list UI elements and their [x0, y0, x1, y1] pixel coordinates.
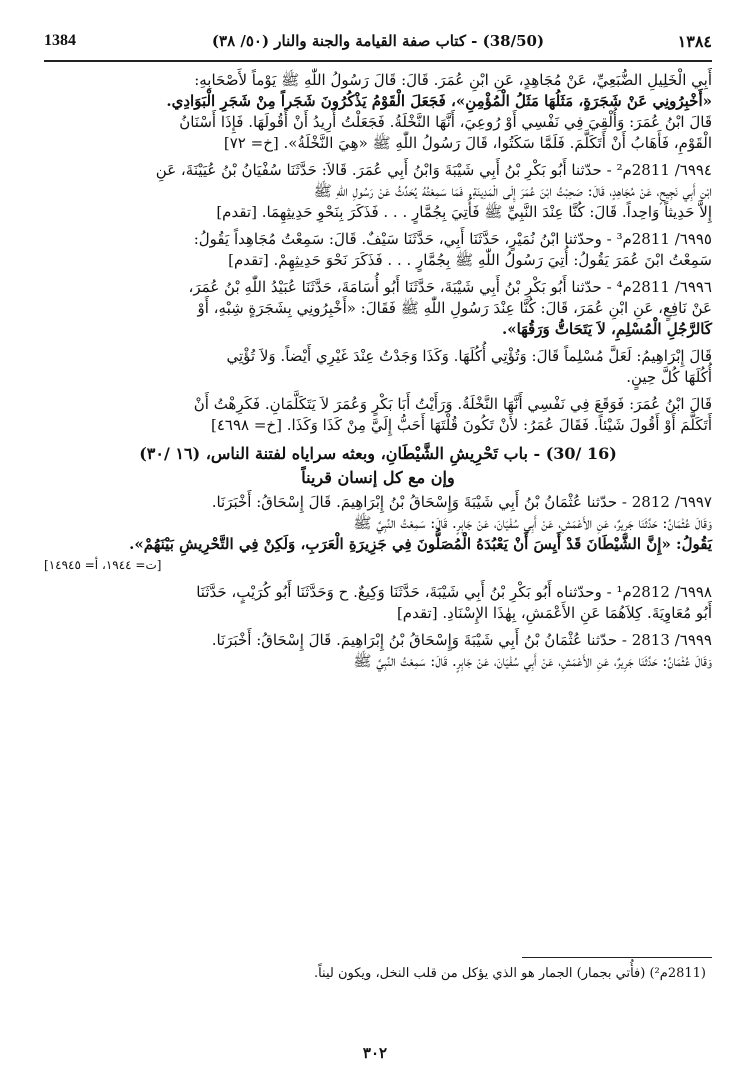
chapter-subheading: وإن مع كل إنسان قريناً [301, 468, 455, 487]
page-number-latin: 1384 [44, 32, 76, 49]
text-line: وَقَالَ عُثْمَانُ: حَدَّثَنَا جَرِيرٌ، عَنِ الأَعْمَشِ، عَنْ أَبِي سُفْيَانَ، عَنْ جَابِرٍ. قَالَ: سَمِعْتُ النَّبِيَّ ﷺ [353, 652, 712, 670]
footnote: (2811م²) (فأُتي بجمار) الجمار هو الذي يؤكل من قلب النخل، ويكون ليناً. [313, 966, 706, 981]
text-line: ابْنِ أَبِي نَجِيحٍ، عَنْ مُجَاهِدٍ، قَالَ: صَحِبْتُ ابْنَ عُمَرَ إِلَى الْمَدِينَةِ. فَمَا سَمِعْتُهُ يُحَدِّثُ عَنْ رَسُولِ اللّٰهِ ﷺ [313, 182, 712, 200]
text-line: قَالَ ابْنُ عُمَرَ: وَأُلْقِيَ فِي نَفْسِي أَوْ رُوعِيَ، أَنَّهَا النَّخْلَةُ. فَجَعَلْتُ أُرِيدُ أَنْ أَقُولَهَا. فَإِذَا أَسْنَانُ [179, 113, 712, 131]
page-number-arabic: ١٣٨٤ [677, 32, 712, 51]
text-line: أُكُلَهَا كُلَّ حِينٍ. [626, 368, 712, 386]
hadith-line: ٦٩٩٩/ 2813 - حدّثنا عُثْمَانُ بْنُ أَبِي شَيْبَةَ وَإِسْحَاقُ بْنُ إِبْرَاهِيمَ. قَالَ إِسْحَاقُ: أَخْبَرَنَا. [211, 631, 712, 649]
text-line: عَنْ نَافِعٍ، عَنِ ابْنِ عُمَرَ، قَالَ: كُنَّا عِنْدَ رَسُولِ اللّٰهِ ﷺ فَقَالَ: «أَخْبِرُونِي بِشَجَرَةٍ شِبْهِ، أَوْ [197, 299, 712, 317]
text-line: إِلاَّ حَدِيثاً وَاحِداً. قَالَ: كُنَّا عِنْدَ النَّبِيِّ ﷺ فَأُتِيَ بِجُمَّارٍ . . . فَذَكَرَ بِنَحْوِ حَدِيثِهِمَا. [تقدم] [216, 203, 712, 221]
hadith-line: ٦٩٩٨/ 2812م¹ - وحدّثناه أَبُو بَكْرِ بْنُ أَبِي شَيْبَةَ، حَدَّثَنَا وَكِيعٌ. ح وَحَدَّثَنَا أَبُو كُرَيْبٍ، حَدَّثَنَا [196, 583, 712, 601]
header-divider [44, 60, 712, 62]
text-line: «أَخْبِرُونِي عَنْ شَجَرَةٍ، مَثَلُهَا مَثَلُ الْمُؤْمِنِ»، فَجَعَلَ الْقَوْمُ يَذْكُرُونَ شَجَراً مِنْ شَجَرِ الْبَوَادِي. [166, 92, 712, 110]
chapter-heading: (16 /30) - باب تَحْرِيشِ الشَّيْطَانِ، وبعثه سراياه لفتنة الناس، (١٦ /٣٠) [139, 444, 617, 463]
cross-reference: [ت= ١٩٤٤، أ= ١٤٩٤٥] [44, 558, 162, 572]
text-line: سَمِعْتُ ابْنَ عُمَرَ يَقُولُ: أُتِيَ رَسُولُ اللّٰهِ ﷺ بِجُمَّارٍ . . . فَذَكَرَ نَحْوَ حَدِيثِهِمْ. [تقدم] [228, 251, 712, 269]
running-header [44, 32, 712, 58]
text-line: يَقُولُ: «إِنَّ الشَّيْطَانَ قَدْ أَيِسَ أَنْ يَعْبُدَهُ الْمُصَلُّونَ فِي جَزِيرَةِ الْعَرَبِ، وَلَكِنْ فِي التَّحْرِيشِ بَيْنَهُمْ». [129, 535, 712, 553]
text-line: أَبِي الْخَلِيلِ الضُّبَعِيِّ، عَنْ مُجَاهِدٍ، عَنِ ابْنِ عُمَرَ. قَالَ: قَالَ رَسُولُ اللّٰهِ ﷺ يَوْماً لأَصْحَابِهِ: [194, 71, 712, 89]
text-line: أَبُو مُعَاوِيَةَ. كِلاَهُمَا عَنِ الأَعْمَشِ، بِهٰذَا الإِسْنَادِ. [تقدم] [396, 604, 712, 622]
hadith-line: ٦٩٩٥/ 2811م³ - وحدّثنا ابْنُ نُمَيْرٍ، حَدَّثَنَا أَبِي، حَدَّثَنَا سَيْفٌ. قَالَ: سَمِعْتُ مُجَاهِداً يَقُولُ: [193, 230, 712, 248]
page-number-footer: ٣٠٢ [362, 1044, 388, 1062]
hadith-line: ٦٩٩٦/ 2811م⁴ - حدّثنا أَبُو بَكْرِ بْنُ أَبِي شَيْبَةَ، حَدَّثَنَا أَبُو أُسَامَةَ، حَدَّثَنَا عُبَيْدُ اللّٰهِ بْنُ عُمَرَ، [188, 278, 712, 296]
text-line: وَقَالَ عُثْمَانُ: حَدَّثَنَا جَرِيرٌ، عَنِ الأَعْمَشِ، عَنْ أَبِي سُفْيَانَ، عَنْ جَابِرٍ. قَالَ: سَمِعْتُ النَّبِيَّ ﷺ [353, 514, 712, 532]
footnote-divider [522, 957, 712, 958]
hadith-line: ٦٩٩٧/ 2812 - حدّثنا عُثْمَانُ بْنُ أَبِي شَيْبَةَ وَإِسْحَاقُ بْنُ إِبْرَاهِيمَ. قَالَ إِسْحَاقُ: أَخْبَرَنَا. [211, 493, 712, 511]
main-text [44, 70, 712, 672]
text-line: قَالَ إِبْرَاهِيمُ: لَعَلَّ مُسْلِماً قَالَ: وَتُؤْتِي أُكُلَهَا. وَكَذَا وَجَدْتُ عِنْدَ غَيْرِي أَيْضاً. وَلاَ تُؤْتِي [226, 347, 712, 365]
hadith-line: ٦٩٩٤/ 2811م² - حدّثنا أَبُو بَكْرِ بْنُ أَبِي شَيْبَةَ وَابْنُ أَبِي عُمَرَ. قَالاَ: حَدَّثَنَا سُفْيَانُ بْنُ عُيَيْنَةَ، عَنِ [155, 161, 712, 179]
text-line: أَتَكَلَّمَ أَوْ أَقُولَ شَيْئاً. فَقَالَ عُمَرُ: لأَنْ تَكُونَ قُلْتَهَا أَحَبُّ إِلَيَّ مِنْ كَذَا وَكَذَا. [خ= ٤٦٩٨] [210, 416, 712, 434]
text-line: كَالرَّجُلِ الْمُسْلِمِ، لاَ يَتَحَاتُّ وَرَقُهَا». [501, 320, 712, 338]
book-title: (38/50) - كتاب صفة القيامة والجنة والنار (٥٠/ ٣٨) [211, 32, 545, 50]
text-line: قَالَ ابْنُ عُمَرَ: فَوَقَعَ فِي نَفْسِي أَنَّهَا النَّخْلَةُ. وَرَأَيْتُ أَبَا بَكْرٍ وَعُمَرَ لاَ يَتَكَلَّمَانِ. فَكَرِهْتُ أَنْ [193, 395, 712, 413]
text-line: الْقَوْمِ، فَأَهَابُ أَنْ أَتَكَلَّمَ. فَلَمَّا سَكَتُوا، قَالَ رَسُولُ اللّٰهِ ﷺ «هِيَ النَّخْلَةُ». [خ= ٧٢] [223, 134, 712, 152]
